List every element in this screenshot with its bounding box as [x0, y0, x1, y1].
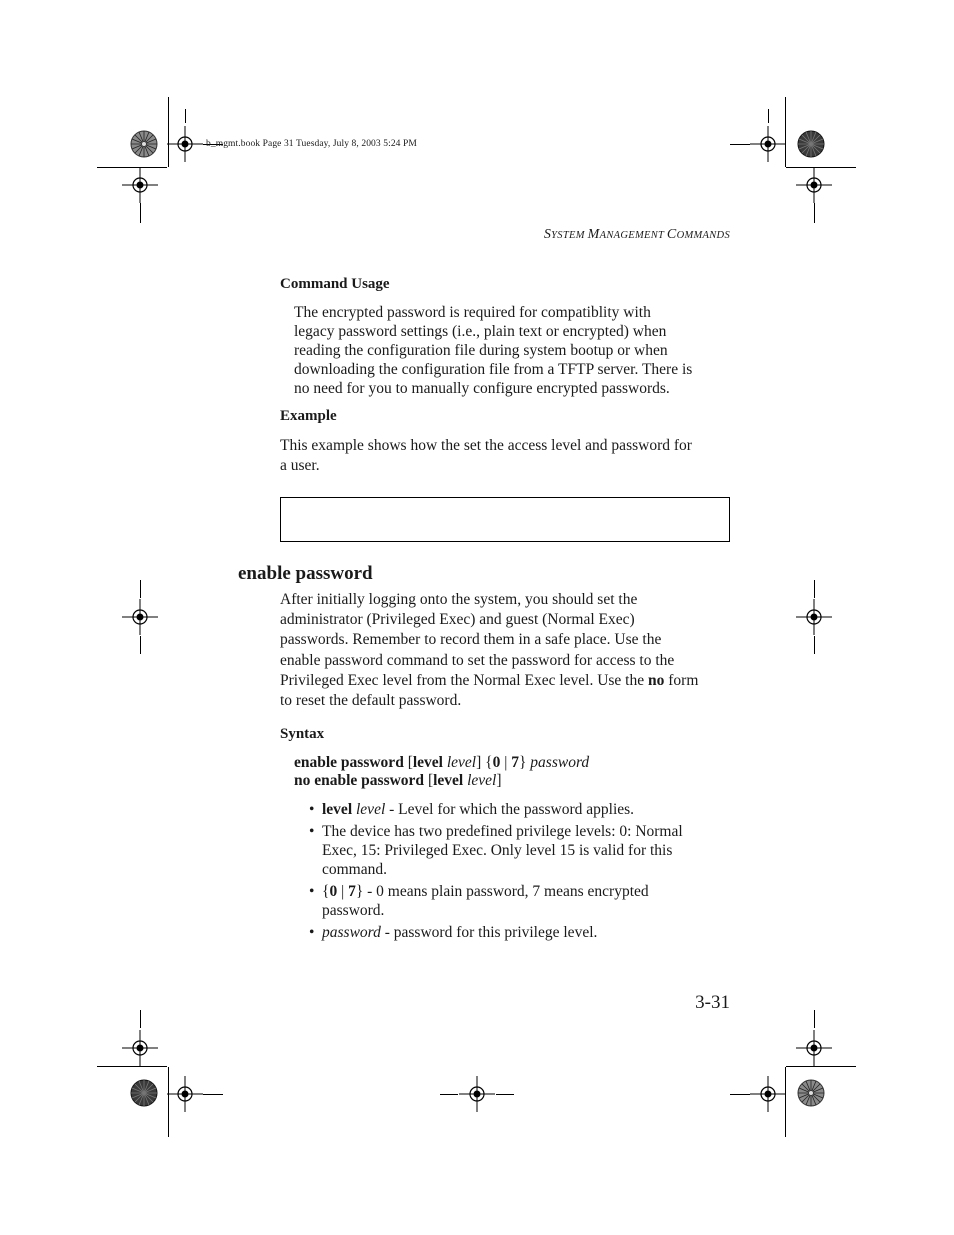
example-code-box — [280, 497, 730, 542]
slug-line: b_mgmt.book Page 31 Tuesday, July 8, 2003 5:24 PM — [206, 139, 417, 149]
syntax-keyword: 7 — [511, 754, 519, 771]
text-line: This example shows how the set the access level and password for — [280, 437, 692, 454]
syntax-keyword: level — [412, 754, 443, 771]
syntax-line-no-enable — [294, 772, 502, 790]
param-desc: } - 0 means plain password, 7 means encrypted — [355, 883, 649, 900]
text-line: command. — [322, 861, 387, 878]
param-desc: - Level for which the password applies. — [385, 801, 635, 818]
crop-mark — [140, 580, 141, 598]
text-line: no need for you to manually configure encrypted passwords. — [294, 380, 670, 397]
bullet: • — [309, 883, 315, 900]
registration-mark-icon — [750, 1076, 786, 1112]
syntax-line-enable — [294, 754, 589, 772]
crop-mark — [140, 636, 141, 654]
registration-mark-icon — [122, 167, 158, 203]
syntax-command: no enable password — [294, 772, 425, 789]
syntax-keyword: level — [433, 772, 464, 789]
registration-mark-icon — [750, 126, 786, 162]
syntax-arg: level — [442, 754, 477, 771]
syntax-command: enable password — [294, 754, 404, 771]
registration-mark-icon — [459, 1076, 495, 1112]
list-item — [309, 800, 729, 819]
running-head-smallcaps: ANAGEMENT — [599, 230, 667, 241]
text-line: downloading the configuration file from a TFTP server. There is — [294, 361, 693, 378]
syntax-arg: level — [463, 772, 497, 789]
crop-mark — [814, 580, 815, 598]
crop-mark — [786, 1066, 856, 1067]
param-keyword: level — [322, 801, 353, 818]
running-head-cap: C — [666, 227, 677, 242]
registration-mark-icon — [796, 599, 832, 635]
syntax-bracket: [ — [424, 772, 434, 789]
text-line — [322, 882, 729, 901]
param-bar: | — [337, 883, 349, 900]
text-span: Privileged Exec level from the Normal Exec level. Use the — [280, 671, 648, 689]
crop-mark — [440, 1094, 458, 1095]
param-keyword: 7 — [348, 883, 356, 900]
bullet: • — [309, 801, 315, 818]
bullet: • — [309, 823, 315, 840]
running-head-smallcaps: OMMANDS — [676, 230, 730, 241]
text-line: After initially logging onto the system, you should set the — [280, 591, 638, 608]
registration-mark-icon — [167, 126, 203, 162]
crop-mark — [814, 203, 815, 223]
text-line: to reset the default password. — [280, 692, 462, 710]
syntax-bracket: } — [518, 754, 531, 771]
starburst-target-icon — [130, 130, 158, 163]
bullet: • — [309, 924, 315, 941]
running-head-smallcaps: YSTEM — [551, 230, 588, 241]
running-head-cap: S — [543, 227, 552, 242]
running-head — [544, 227, 730, 243]
crop-mark — [496, 1094, 514, 1095]
crop-mark — [185, 109, 186, 123]
keyword-no: no — [648, 671, 665, 689]
text-line: password. — [322, 902, 385, 919]
crop-mark — [140, 203, 141, 223]
registration-mark-icon — [122, 599, 158, 635]
crop-mark — [814, 1010, 815, 1028]
param-bracket: { — [322, 883, 330, 900]
syntax-heading: Syntax — [280, 726, 325, 742]
crop-mark — [140, 1010, 141, 1028]
command-usage-heading: Command Usage — [280, 276, 390, 292]
text-line: legacy password settings (i.e., plain text or encrypted) when — [294, 323, 667, 340]
text-line: The encrypted password is required for compatiblity with — [294, 304, 651, 321]
text-line: Exec, 15: Privileged Exec. Only level 15 is valid for this — [322, 842, 673, 859]
list-item — [309, 882, 729, 920]
text-line: reading the configuration file during system bootup or when — [294, 342, 668, 359]
syntax-keyword: 0 — [492, 754, 501, 771]
registration-mark-icon — [122, 1030, 158, 1066]
syntax-arg: password — [530, 754, 590, 771]
starburst-target-icon — [797, 130, 825, 163]
text-line: enable password command to set the password for access to the — [280, 651, 675, 669]
parameter-list — [309, 800, 729, 945]
text-line: administrator (Privileged Exec) and guest (Normal Exec) — [280, 611, 635, 629]
enable-password-description — [280, 590, 732, 711]
crop-mark — [97, 1066, 167, 1067]
param-arg: password — [322, 924, 381, 941]
syntax-bracket: ] { — [476, 754, 493, 771]
text-line — [280, 671, 732, 691]
text-span: form — [664, 671, 699, 689]
list-item — [309, 923, 729, 942]
page-number: 3-31 — [695, 992, 730, 1013]
registration-mark-icon — [167, 1076, 203, 1112]
starburst-target-icon — [797, 1079, 825, 1112]
registration-mark-icon — [796, 1030, 832, 1066]
command-usage-text — [294, 303, 734, 398]
syntax-bracket: ] — [496, 772, 502, 789]
syntax-bar: | — [500, 754, 512, 771]
param-desc: - password for this privilege level. — [380, 924, 598, 941]
list-item — [309, 822, 729, 879]
crop-mark — [814, 636, 815, 654]
example-text — [280, 436, 732, 475]
example-heading: Example — [280, 408, 337, 424]
syntax-bracket: [ — [403, 754, 413, 771]
crop-mark — [768, 109, 769, 123]
starburst-target-icon — [130, 1079, 158, 1112]
section-title: enable password — [238, 563, 373, 584]
param-arg: level — [352, 801, 386, 818]
text-line: passwords. Remember to record them in a safe place. Use the — [280, 631, 662, 649]
running-head-cap: M — [587, 227, 600, 242]
crop-mark — [730, 1094, 750, 1095]
registration-mark-icon — [796, 167, 832, 203]
crop-mark — [730, 144, 750, 145]
text-line: The device has two predefined privilege levels: 0: Normal — [322, 823, 683, 840]
param-keyword: 0 — [329, 883, 338, 900]
crop-mark — [203, 1094, 223, 1095]
text-line: a user. — [280, 457, 320, 474]
